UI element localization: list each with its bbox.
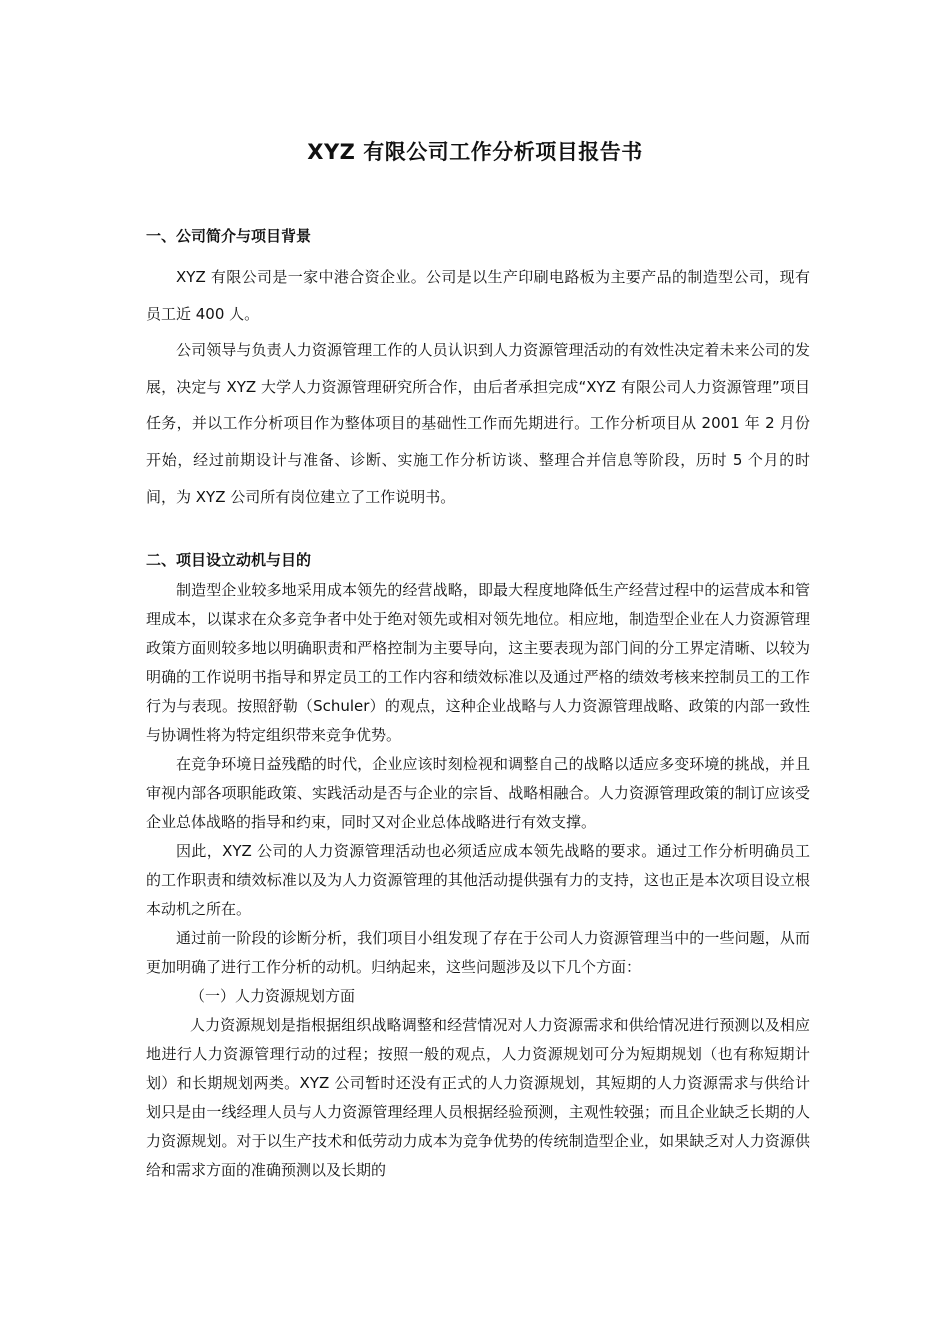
paragraph: 在竞争环境日益残酷的时代，企业应该时刻检视和调整自己的战略以适应多变环境的挑战，并且审视内部各项职能政策、实践活动是否与企业的宗旨、战略相融合。人力资源管理政策的制订应该受企业总体战略的指导和约束，同时又对企业总体战略进行有效支撑。	[146, 755, 810, 831]
subsection-heading: （一）人力资源规划方面	[190, 987, 356, 1005]
section-company-background	[146, 226, 810, 515]
paragraph: 通过前一阶段的诊断分析，我们项目小组发现了存在于公司人力资源管理当中的一些问题，从而更加明确了进行工作分析的动机。归纳起来，这些问题涉及以下几个方面：	[146, 929, 810, 976]
section-project-motivation	[146, 550, 810, 1185]
paragraph: 人力资源规划是指根据组织战略调整和经营情况对人力资源需求和供给情况进行预测以及相应地进行人力资源管理行动的过程；按照一般的观点，人力资源规划可分为短期规划（也有称短期计划）和长期规划两类。XYZ 公司暂时还没有正式的人力资源规划，其短期的人力资源需求与供给计划只是由一线经理人员与人力资源管理经理人员根据经验预测，主观性较强；而且企业缺乏长期的人力资源规划。对于以生产技术和低劳动力成本为竞争优势的传统制造型企业，如果缺乏对人力资源供给和需求方面的准确预测以及长期的	[146, 1016, 810, 1179]
paragraph: 制造型企业较多地采用成本领先的经营战略，即最大程度地降低生产经营过程中的运营成本和管理成本，以谋求在众多竞争者中处于绝对领先或相对领先地位。相应地，制造型企业在人力资源管理政策方面则较多地以明确职责和严格控制为主要导向，这主要表现为部门间的分工界定清晰、以较为明确的工作说明书指导和界定员工的工作内容和绩效标准以及通过严格的绩效考核来控制员工的工作行为与表现。按照舒勒（Schuler）的观点，这种企业战略与人力资源管理战略、政策的内部一致性与协调性将为特定组织带来竞争优势。	[146, 581, 810, 744]
paragraph: XYZ 有限公司是一家中港合资企业。公司是以生产印刷电路板为主要产品的制造型公司，现有员工近 400 人。	[146, 268, 810, 323]
paragraph: 公司领导与负责人力资源管理工作的人员认识到人力资源管理活动的有效性决定着未来公司的发展，决定与 XYZ 大学人力资源管理研究所合作，由后者承担完成“XYZ 有限公司人力资源管理”项目任务，并以工作分析项目作为整体项目的基础性工作而先期进行。工作分析项目从 2001 年 2 月份开始，经过前期设计与准备、诊断、实施工作分析访谈、整理合并信息等阶段，历时 5 个月的时间，为 XYZ 公司所有岗位建立了工作说明书。	[146, 341, 810, 506]
section-heading: 二、项目设立动机与目的	[146, 551, 312, 569]
paragraph: 因此，XYZ 公司的人力资源管理活动也必须适应成本领先战略的要求。通过工作分析明确员工的工作职责和绩效标准以及为人力资源管理的其他活动提供强有力的支持，这也正是本次项目设立根本动机之所在。	[146, 842, 810, 918]
document-title: XYZ 有限公司工作分析项目报告书	[307, 140, 643, 164]
section-heading: 一、公司简介与项目背景	[146, 227, 312, 245]
